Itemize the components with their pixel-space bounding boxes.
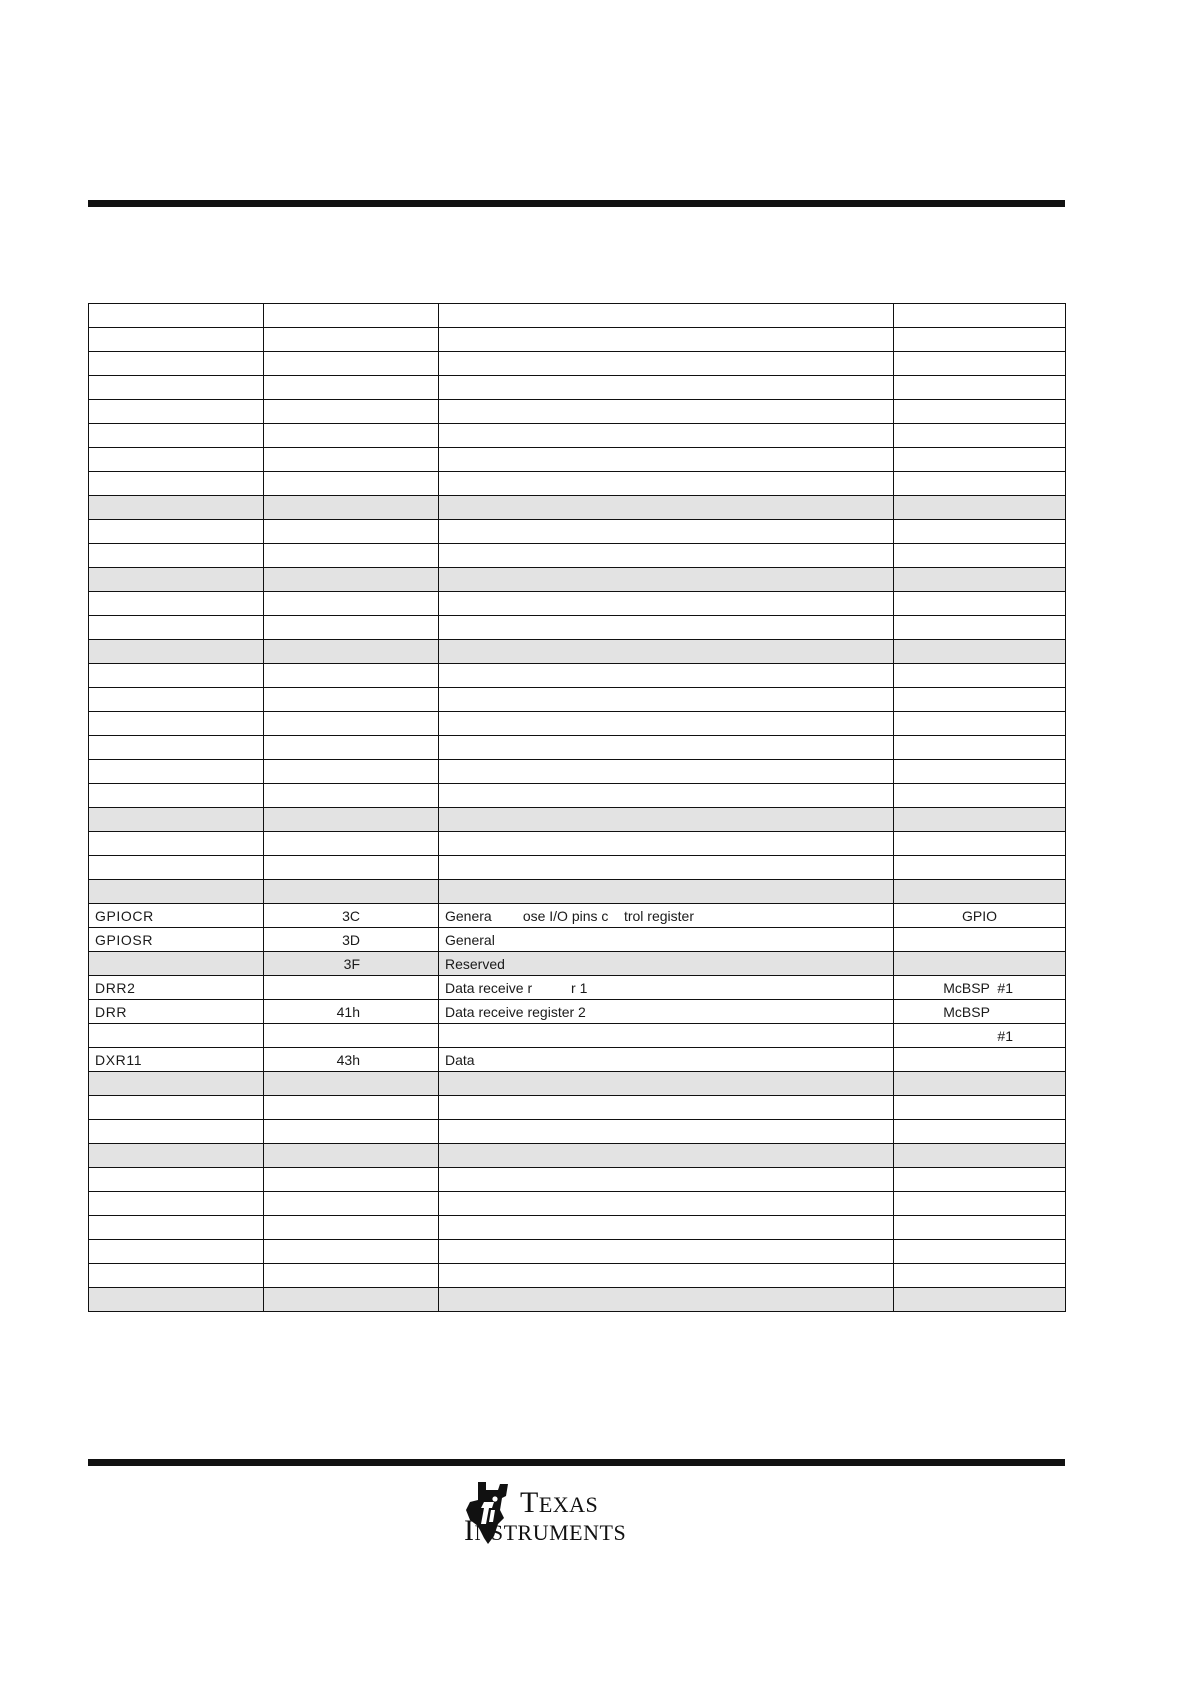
description-cell	[439, 832, 894, 856]
description-cell	[439, 544, 894, 568]
description-cell	[439, 568, 894, 592]
table-row	[89, 976, 1066, 1000]
table-row	[89, 760, 1066, 784]
register-name-cell: DRR	[89, 1000, 264, 1024]
peripheral-cell	[894, 640, 1066, 664]
peripheral-cell	[894, 424, 1066, 448]
address-cell: 43h	[264, 1048, 439, 1072]
table-row	[89, 616, 1066, 640]
register-name-cell	[89, 1240, 264, 1264]
peripheral-cell: GPIO	[894, 904, 1066, 928]
address-cell	[264, 808, 439, 832]
address-cell	[264, 760, 439, 784]
register-name-cell	[89, 808, 264, 832]
description-cell	[439, 640, 894, 664]
table-row	[89, 520, 1066, 544]
table-row	[89, 1144, 1066, 1168]
register-name-cell	[89, 784, 264, 808]
description-cell	[439, 784, 894, 808]
register-name-cell	[89, 1192, 264, 1216]
register-name-cell	[89, 544, 264, 568]
register-name-cell	[89, 736, 264, 760]
peripheral-cell	[894, 352, 1066, 376]
address-cell	[264, 1144, 439, 1168]
peripheral-cell	[894, 448, 1066, 472]
table-row	[89, 424, 1066, 448]
table-row	[89, 832, 1066, 856]
table-row	[89, 328, 1066, 352]
address-cell	[264, 1096, 439, 1120]
register-name-cell	[89, 664, 264, 688]
description-cell	[439, 1144, 894, 1168]
register-name-cell	[89, 592, 264, 616]
address-cell	[264, 712, 439, 736]
address-cell	[264, 1072, 439, 1096]
table-row	[89, 904, 1066, 928]
description-cell	[439, 1168, 894, 1192]
register-name-cell	[89, 472, 264, 496]
table-row	[89, 1048, 1066, 1072]
register-name-cell	[89, 496, 264, 520]
address-cell	[264, 520, 439, 544]
peripheral-cell	[894, 592, 1066, 616]
address-cell	[264, 424, 439, 448]
table-row	[89, 688, 1066, 712]
address-cell	[264, 880, 439, 904]
peripheral-cell	[894, 832, 1066, 856]
peripheral-cell	[894, 856, 1066, 880]
table-row	[89, 1288, 1066, 1312]
register-name-cell	[89, 1144, 264, 1168]
table-row	[89, 712, 1066, 736]
register-name-cell	[89, 1168, 264, 1192]
description-cell	[439, 1024, 894, 1048]
table-row	[89, 400, 1066, 424]
description-cell: Genera ose I/O pins c trol register	[439, 904, 894, 928]
peripheral-cell	[894, 760, 1066, 784]
table-row	[89, 448, 1066, 472]
description-cell	[439, 880, 894, 904]
register-name-cell	[89, 448, 264, 472]
table-row	[89, 1000, 1066, 1024]
description-cell	[439, 1216, 894, 1240]
peripheral-cell	[894, 1048, 1066, 1072]
address-cell	[264, 328, 439, 352]
address-cell	[264, 304, 439, 328]
table-row	[89, 472, 1066, 496]
table-row	[89, 1096, 1066, 1120]
peripheral-cell	[894, 304, 1066, 328]
description-cell	[439, 1264, 894, 1288]
address-cell	[264, 1240, 439, 1264]
table-row	[89, 1120, 1066, 1144]
table-row	[89, 1240, 1066, 1264]
peripheral-cell	[894, 1288, 1066, 1312]
address-cell	[264, 784, 439, 808]
address-cell	[264, 568, 439, 592]
table-row	[89, 880, 1066, 904]
texas-instruments-logo	[464, 1480, 674, 1550]
register-name-cell	[89, 520, 264, 544]
peripheral-cell	[894, 664, 1066, 688]
peripheral-cell	[894, 1264, 1066, 1288]
peripheral-cell	[894, 952, 1066, 976]
table-row	[89, 544, 1066, 568]
address-cell	[264, 976, 439, 1000]
description-cell	[439, 712, 894, 736]
register-name-cell	[89, 400, 264, 424]
table-row	[89, 1216, 1066, 1240]
peripheral-cell	[894, 568, 1066, 592]
description-cell	[439, 856, 894, 880]
peripheral-cell	[894, 1168, 1066, 1192]
description-cell	[439, 472, 894, 496]
description-cell	[439, 328, 894, 352]
peripheral-cell	[894, 328, 1066, 352]
table-row	[89, 640, 1066, 664]
register-table-body	[89, 304, 1066, 1312]
peripheral-cell: McBSP #1	[894, 976, 1066, 1000]
table-row	[89, 1072, 1066, 1096]
address-cell	[264, 736, 439, 760]
description-cell	[439, 1288, 894, 1312]
logo-text-instruments: INSTRUMENTS	[464, 1514, 627, 1547]
address-cell	[264, 352, 439, 376]
peripheral-cell	[894, 784, 1066, 808]
peripheral-cell	[894, 688, 1066, 712]
register-name-cell	[89, 304, 264, 328]
description-cell	[439, 400, 894, 424]
register-table	[88, 303, 1066, 1312]
table-row	[89, 1024, 1066, 1048]
table-row	[89, 736, 1066, 760]
peripheral-cell	[894, 712, 1066, 736]
address-cell	[264, 1288, 439, 1312]
register-name-cell	[89, 376, 264, 400]
peripheral-cell: McBSP	[894, 1000, 1066, 1024]
description-cell	[439, 688, 894, 712]
register-name-cell	[89, 880, 264, 904]
description-cell	[439, 352, 894, 376]
register-name-cell: GPIOSR	[89, 928, 264, 952]
description-cell	[439, 304, 894, 328]
table-row	[89, 304, 1066, 328]
description-cell	[439, 808, 894, 832]
address-cell	[264, 832, 439, 856]
peripheral-cell: #1	[894, 1024, 1066, 1048]
register-name-cell	[89, 640, 264, 664]
peripheral-cell	[894, 1240, 1066, 1264]
address-cell	[264, 1024, 439, 1048]
register-name-cell	[89, 328, 264, 352]
address-cell: 3F	[264, 952, 439, 976]
table-row	[89, 1192, 1066, 1216]
description-cell: Data receive r r 1	[439, 976, 894, 1000]
address-cell	[264, 472, 439, 496]
address-cell	[264, 592, 439, 616]
description-cell	[439, 1072, 894, 1096]
peripheral-cell	[894, 1144, 1066, 1168]
peripheral-cell	[894, 928, 1066, 952]
register-name-cell	[89, 832, 264, 856]
register-name-cell	[89, 712, 264, 736]
description-cell	[439, 592, 894, 616]
address-cell	[264, 616, 439, 640]
table-row	[89, 664, 1066, 688]
address-cell	[264, 1120, 439, 1144]
table-row	[89, 352, 1066, 376]
register-name-cell	[89, 568, 264, 592]
address-cell: 3C	[264, 904, 439, 928]
address-cell	[264, 688, 439, 712]
register-name-cell	[89, 352, 264, 376]
address-cell	[264, 376, 439, 400]
address-cell: 3D	[264, 928, 439, 952]
address-cell	[264, 664, 439, 688]
description-cell	[439, 376, 894, 400]
register-name-cell	[89, 1096, 264, 1120]
description-cell: Data	[439, 1048, 894, 1072]
logo-text-texas: TEXAS	[520, 1486, 599, 1519]
table-row	[89, 592, 1066, 616]
description-cell	[439, 1192, 894, 1216]
table-row	[89, 1168, 1066, 1192]
peripheral-cell	[894, 400, 1066, 424]
register-name-cell	[89, 952, 264, 976]
address-cell	[264, 1264, 439, 1288]
register-name-cell	[89, 616, 264, 640]
address-cell: 41h	[264, 1000, 439, 1024]
peripheral-cell	[894, 880, 1066, 904]
description-cell	[439, 1096, 894, 1120]
description-cell	[439, 760, 894, 784]
peripheral-cell	[894, 520, 1066, 544]
address-cell	[264, 1216, 439, 1240]
table-row	[89, 928, 1066, 952]
address-cell	[264, 544, 439, 568]
address-cell	[264, 856, 439, 880]
register-name-cell: DRR2	[89, 976, 264, 1000]
description-cell	[439, 1240, 894, 1264]
register-name-cell	[89, 1288, 264, 1312]
table-row	[89, 784, 1066, 808]
register-name-cell	[89, 688, 264, 712]
description-cell	[439, 424, 894, 448]
address-cell	[264, 1168, 439, 1192]
address-cell	[264, 448, 439, 472]
peripheral-cell	[894, 808, 1066, 832]
table-row	[89, 808, 1066, 832]
address-cell	[264, 640, 439, 664]
register-name-cell	[89, 1072, 264, 1096]
table-row	[89, 376, 1066, 400]
register-name-cell	[89, 1024, 264, 1048]
table-row	[89, 952, 1066, 976]
peripheral-cell	[894, 472, 1066, 496]
peripheral-cell	[894, 1216, 1066, 1240]
description-cell	[439, 448, 894, 472]
peripheral-cell	[894, 544, 1066, 568]
register-name-cell: GPIOCR	[89, 904, 264, 928]
description-cell: Data receive register 2	[439, 1000, 894, 1024]
address-cell	[264, 400, 439, 424]
description-cell	[439, 664, 894, 688]
peripheral-cell	[894, 1120, 1066, 1144]
description-cell	[439, 616, 894, 640]
peripheral-cell	[894, 1072, 1066, 1096]
register-name-cell	[89, 760, 264, 784]
register-name-cell: DXR11	[89, 1048, 264, 1072]
description-cell	[439, 496, 894, 520]
description-cell	[439, 520, 894, 544]
table-row	[89, 856, 1066, 880]
register-name-cell	[89, 1264, 264, 1288]
description-cell: Reserved	[439, 952, 894, 976]
table-row	[89, 1264, 1066, 1288]
address-cell	[264, 496, 439, 520]
address-cell	[264, 1192, 439, 1216]
register-name-cell	[89, 424, 264, 448]
peripheral-cell	[894, 736, 1066, 760]
register-name-cell	[89, 1216, 264, 1240]
peripheral-cell	[894, 1192, 1066, 1216]
peripheral-cell	[894, 616, 1066, 640]
header-rule	[88, 200, 1065, 207]
peripheral-cell	[894, 496, 1066, 520]
description-cell	[439, 1120, 894, 1144]
footer-rule	[88, 1459, 1065, 1466]
description-cell: General	[439, 928, 894, 952]
peripheral-cell	[894, 376, 1066, 400]
table-row	[89, 496, 1066, 520]
table-row	[89, 568, 1066, 592]
register-name-cell	[89, 1120, 264, 1144]
register-name-cell	[89, 856, 264, 880]
peripheral-cell	[894, 1096, 1066, 1120]
description-cell	[439, 736, 894, 760]
